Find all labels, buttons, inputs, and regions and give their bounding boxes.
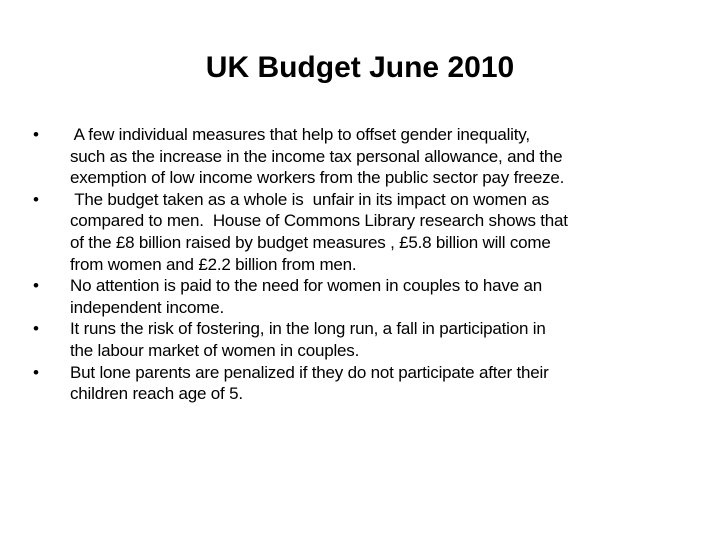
bullet-item xyxy=(0,362,720,405)
bullet-icon: • xyxy=(33,125,39,144)
bullet-icon: • xyxy=(33,276,39,296)
bullet-list xyxy=(0,124,720,405)
bullet-icon: • xyxy=(33,319,39,339)
bullet-text-line: of the £8 billion raised by budget measures , £5.8 billion will come xyxy=(70,232,551,252)
bullet-text-line: A few individual measures that help to offset gender inequality, xyxy=(70,125,530,144)
bullet-icon: • xyxy=(33,189,39,209)
bullet-text-line: But lone parents are penalized if they do not participate after their xyxy=(70,362,549,382)
bullet-text-line: children reach age of 5. xyxy=(70,384,243,404)
bullet-text-line: exemption of low income workers from the public sector pay freeze. xyxy=(70,168,565,188)
bullet-text-line: the labour market of women in couples. xyxy=(70,340,360,360)
bullet-text-line: such as the increase in the income tax personal allowance, and the xyxy=(70,146,563,166)
bullet-text-line: from women and £2.2 billion from men. xyxy=(70,254,357,274)
slide-title: UK Budget June 2010 xyxy=(205,51,515,84)
bullet-item xyxy=(0,318,720,361)
bullet-text-line: independent income. xyxy=(70,297,225,317)
bullet-icon: • xyxy=(33,362,39,382)
bullet-text-line: compared to men. House of Commons Library research shows that xyxy=(70,211,568,231)
bullet-text-line: The budget taken as a whole is unfair in its impact on women as xyxy=(70,189,550,209)
bullet-text-line: It runs the risk of fostering, in the long run, a fall in participation in xyxy=(70,319,546,339)
bullet-item xyxy=(0,189,720,275)
bullet-item xyxy=(0,275,720,318)
bullet-text-line: No attention is paid to the need for women in couples to have an xyxy=(70,276,543,296)
bullet-item xyxy=(0,124,720,189)
